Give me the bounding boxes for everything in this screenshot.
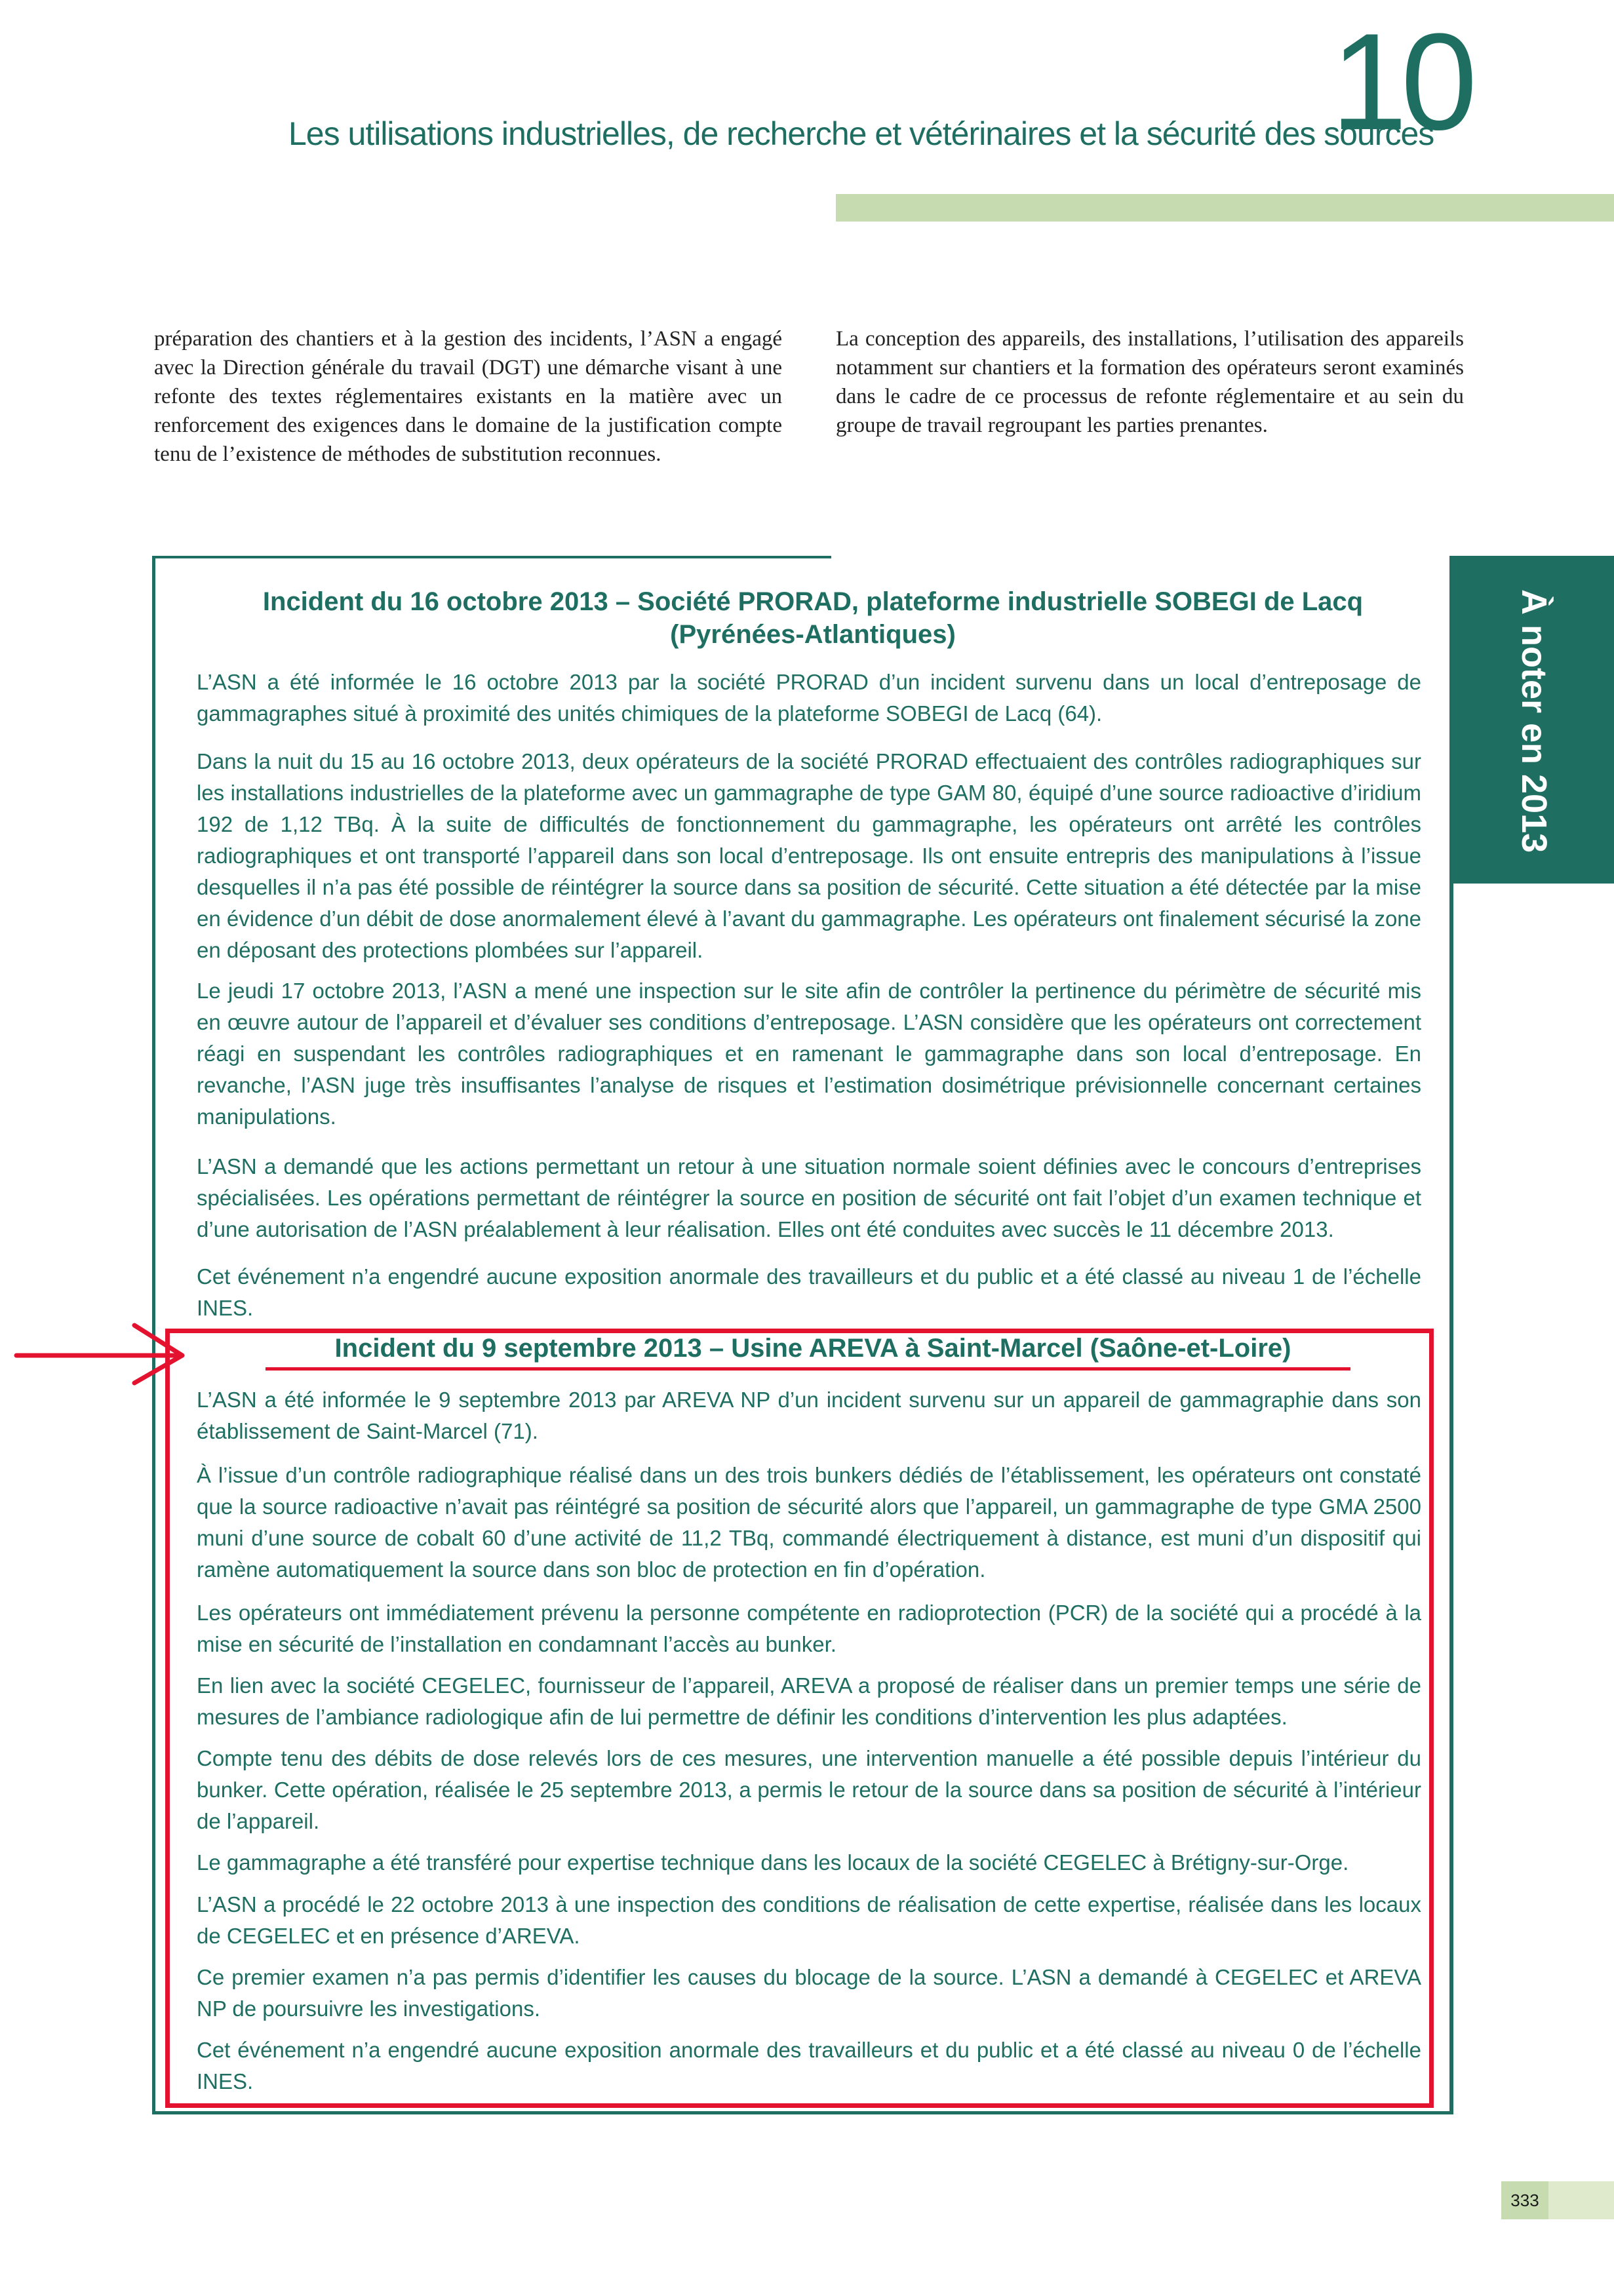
incident2-paragraph: Le gammagraphe a été transféré pour expertise technique dans les locaux de la société CEGELEC à Brétigny-sur-Orge. xyxy=(197,1850,1349,1875)
incident2-paragraph: Ce premier examen n’a pas permis d’identifier les causes du blocage de la source. L’ASN a demandé à CEGELEC et AREVA NP de poursuivre les investigations. xyxy=(197,1965,1421,2021)
annotation-highlight-box xyxy=(165,1329,1434,2108)
annotation-title-underline xyxy=(266,1367,1350,1371)
chapter-title: Les utilisations industrielles, de recherche et vétérinaires et la sécurité des sources xyxy=(288,115,1434,152)
incident1-paragraph: Cet événement n’a engendré aucune exposition anormale des travailleurs et du public et a été classé au niveau 1 de l’échelle INES. xyxy=(197,1264,1421,1320)
incident2-paragraph: En lien avec la société CEGELEC, fournisseur de l’appareil, AREVA a proposé de réaliser dans un premier temps une série de mesures de l’ambiance radiologique afin de lui permettre de définir les conditions d’intervention les plus adaptées. xyxy=(197,1673,1421,1729)
chapter-number: 10 xyxy=(1331,5,1471,159)
incident2-title: Incident du 9 septembre 2013 – Usine AREVA à Saint-Marcel (Saône-et-Loire) xyxy=(334,1334,1291,1363)
footer-band xyxy=(1548,2181,1614,2219)
side-tab-label: À noter en 2013 xyxy=(1514,589,1554,853)
incident2-paragraph: Les opérateurs ont immédiatement prévenu la personne compétente en radioprotection (PCR) de la société qui a procédé à la mise en sécurité de l’installation en condamnant l’accès au bunker. xyxy=(197,1601,1421,1656)
box-bottom-border xyxy=(152,2111,1453,2114)
incident1-paragraph: Dans la nuit du 15 au 16 octobre 2013, deux opérateurs de la société PRORAD effectuaient des contrôles radiographiques sur les installations industrielles de la plateforme avec un gammagraphe de type GAM 80, équipé d’une source radioactive d’iridium 192 de 1,12 TBq. À la suite de difficultés de fonctionnement du gammagraphe, les opérateurs ont arrêté les contrôles radiographiques et ont transporté l’appareil dans son local d’entreposage. Ils ont ensuite entrepris des manipulations à l’issue desquelles il n’a pas été possible de réintégrer la source dans sa position de sécurité. Cette situation a été détectée par la mise en évidence d’un débit de dose anormalement élevé à l’avant du gammagraphe. Les opérateurs ont finalement sécurisé la zone en déposant des protections plombées sur l’appareil. xyxy=(197,749,1421,962)
incident1-paragraph: L’ASN a été informée le 16 octobre 2013 par la société PRORAD d’un incident survenu dans un local d’entreposage de gammagraphes situé à proximité des unités chimiques de la plateforme SOBEGI de Lacq (64). xyxy=(197,670,1421,726)
box-top-border xyxy=(152,556,831,558)
incident2-paragraph: À l’issue d’un contrôle radiographique réalisé dans un des trois bunkers dédiés de l’établissement, les opérateurs ont constaté que la source radioactive n’avait pas réintégré sa position de sécurité alors que l’appareil, un gammagraphe de type GMA 2500 muni d’une source de cobalt 60 d’une activité de 11,2 TBq, commandé électriquement à distance, est muni d’un dispositif qui ramène automatiquement la source dans son bloc de protection en fin d’opération. xyxy=(197,1463,1421,1582)
intro-right-column: La conception des appareils, des installations, l’utilisation des appareils notamment sur chantiers et la formation des opérateurs seront examinés dans le cadre de ce processus de refonte réglementaire et au sein du groupe de travail regroupant les parties prenantes. xyxy=(836,327,1464,437)
incident2-paragraph: Compte tenu des débits de dose relevés lors de ces mesures, une intervention manuelle a été possible depuis l’intérieur du bunker. Cette opération, réalisée le 25 septembre 2013, a permis le retour de la source dans sa position de sécurité à l’intérieur de l’appareil. xyxy=(197,1746,1421,1833)
box-right-border xyxy=(1449,882,1453,2114)
header-band xyxy=(836,194,1614,222)
incident2-paragraph: Cet événement n’a engendré aucune exposition anormale des travailleurs et du public et a été classé au niveau 0 de l’échelle INES. xyxy=(197,2038,1421,2093)
incident2-paragraph: L’ASN a été informée le 9 septembre 2013 par AREVA NP d’un incident survenu sur un appareil de gammagraphie dans son établissement de Saint-Marcel (71). xyxy=(197,1388,1421,1443)
page-number: 333 xyxy=(1501,2181,1548,2219)
incident1-paragraph: L’ASN a demandé que les actions permettant un retour à une situation normale soient définies avec le concours d’entreprises spécialisées. Les opérations permettant de réintégrer la source en position de sécurité ont fait l’objet d’un examen technique et d’une autorisation de l’ASN préalablement à leur réalisation. Elles ont été conduites avec succès le 11 décembre 2013. xyxy=(197,1154,1421,1241)
incident1-paragraph: Le jeudi 17 octobre 2013, l’ASN a mené une inspection sur le site afin de contrôler la pertinence du périmètre de sécurité mis en œuvre autour de l’appareil et d’évaluer ses conditions d’entreposage. L’ASN considère que les opérateurs ont correctement réagi en suspendant les contrôles radiographiques et en ramenant le gammagraphe dans son local d’entreposage. En revanche, l’ASN juge très insuffisantes l’analyse de risques et l’estimation dosimétrique prévisionnelle concernant certaines manipulations. xyxy=(197,979,1421,1129)
incident1-title: Incident du 16 octobre 2013 – Société PRORAD, plateforme industrielle SOBEGI de Lacq (Pyrénées-Atlantiques) xyxy=(262,587,1364,649)
incident2-paragraph: L’ASN a procédé le 22 octobre 2013 à une inspection des conditions de réalisation de cette expertise, réalisée dans les locaux de CEGELEC et en présence d’AREVA. xyxy=(197,1892,1421,1948)
side-tab-label-wrap xyxy=(1452,577,1614,865)
intro-left-column: préparation des chantiers et à la gestion des incidents, l’ASN a engagé avec la Direction générale du travail (DGT) une démarche visant à une refonte des textes réglementaires existants en la matière avec un renforcement des exigences dans le domaine de la justification compte tenu de l’existence de méthodes de substitution reconnues. xyxy=(154,327,782,466)
annotation-arrow-icon xyxy=(13,1317,190,1390)
